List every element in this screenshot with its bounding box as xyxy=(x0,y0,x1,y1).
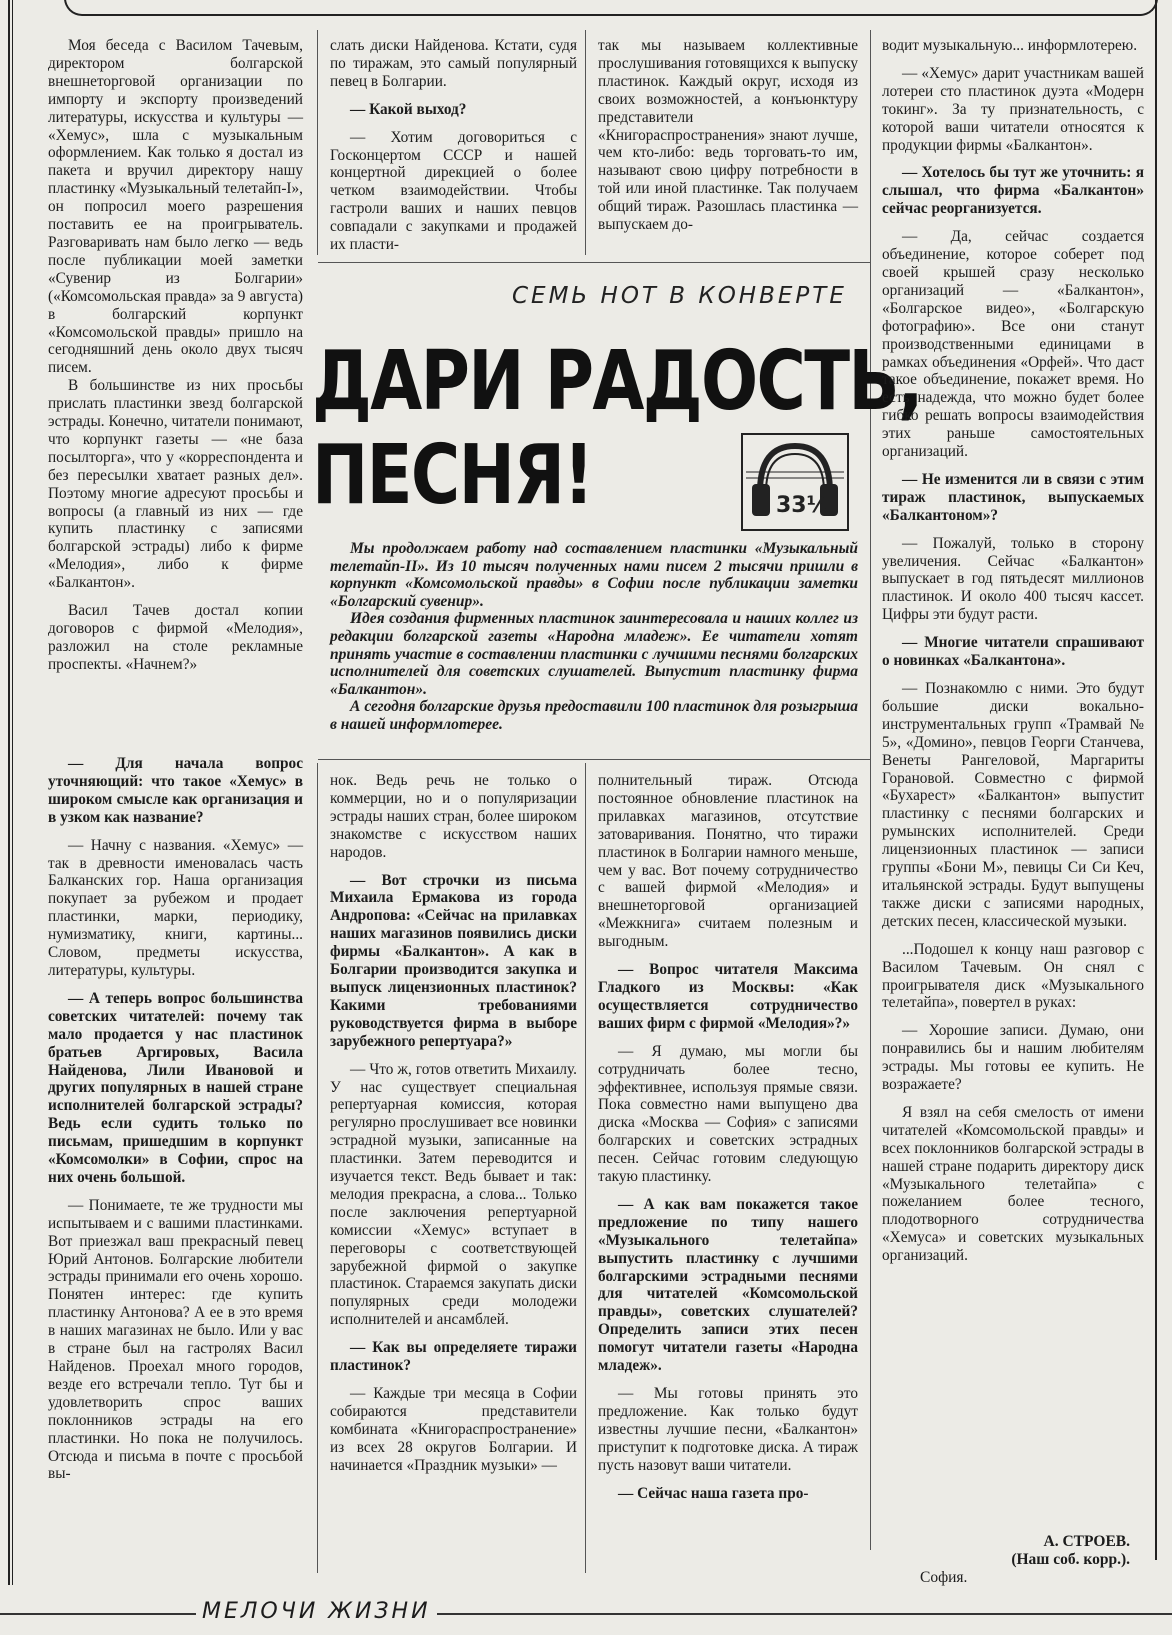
question: — Как вы определяете тиражи пластинок? xyxy=(330,1339,577,1375)
question: — Хотелось бы тут же уточнить: я слышал, что фирма «Балкантон» сейчас реорганизуется. xyxy=(882,164,1144,218)
paragraph: Васил Тачев достал копии договоров с фирмой «Мелодия», разложил на столе рекламные проспекты. «Начнем?» xyxy=(48,602,303,673)
paragraph: слать диски Найденова. Кстати, судя по тиражам, это самый популярный певец в Болгарии. xyxy=(330,37,577,90)
paragraph: — Познакомлю с ними. Это будут большие диски вокально-инструментальных групп «Трамвай № 5», «Домино», певцов Георги Станчева, Венеты Рангеловой, Маргариты Горановой. Совместно с фирмой «Бухарест» «Балкантон» выпустит пластинку с песнями болгарских и румынских исполнителей. Среди лицензионных пластинок — записи группы «Бони М», певицы Си Си Кеч, итальянской эстрады. Будут выпущены также диски с записями народных, детских песен, классической музыки. xyxy=(882,680,1144,930)
headphones-record-emblem xyxy=(740,432,850,537)
left-border-inner xyxy=(12,0,13,1585)
question: — Вопрос читателя Максима Гладкого из Москвы: «Как осуществляется сотрудничество ваших фирм с фирмой «Мелодия»?» xyxy=(598,961,858,1032)
paragraph: Моя беседа с Василом Тачевым, директором болгарской внешнеторговой организации по импорту и экспорту произведений литературы, искусства и культуры — «Хемус», шла с музыкальным оформлением. Как только я достал из пакета и вручил директору нашу пластинку «Музыкальный телетайп-I», он попросил моего разрешения поставить ее на проигрыватель. Разговаривать нам было легко — ведь после публикации моей заметки «Сувенир из Болгарии» («Комсомольская правда» за 9 августа) в болгарский корпункт «Комсомольской правды» пришло на сегодняшний день около двух тысяч писем. xyxy=(48,37,303,377)
column-4 xyxy=(882,37,1144,1265)
section-rule xyxy=(318,262,870,263)
paragraph: — Что ж, готов ответить Михаилу. У нас существует специальная репертуарная комиссия, которая регулярно прослушивает все новинки эстрадной музыки, записанные на пластинки. Затем переводится и изучается текст. Ведь бывает и так: мелодия прекрасна, а слова... Только после заключения репертуарной комиссии «Хемус» вступает в переговоры с соответствующей зарубежной фирмой о закупке пластинок. Стараемся закупать диски популярных среди молодежи исполнителей и ансамблей. xyxy=(330,1060,577,1329)
lead-paragraph: Идея создания фирменных пластинок заинтересовала и наших коллег из редакции болгарской газеты «Народна младеж». Ее читатели хотят принять участие в составлении пластинки с лучшими песнями болгарских исполнителей для советских слушателей. Выпустит пластинку фирма «Балкантон». xyxy=(330,610,858,698)
right-border xyxy=(1155,0,1157,1560)
section-rule xyxy=(318,759,870,760)
paragraph: — Мы готовы принять это предложение. Как только будут известны лучшие песни, «Балкантон» приступит к подготовке диска. А тираж пусть назовут ваши читатели. xyxy=(598,1385,858,1474)
question: — А как вам покажется такое предложение по типу нашего «Музыкального телетайпа» выпустить пластинку с лучшими болгарскими эстрадными песнями для читателей «Комсомольской правды», советских слушателей? Определить записи этих песен помогут читатели газеты «Народна младеж». xyxy=(598,1195,858,1375)
paragraph: водит музыкальную... информлотерею. xyxy=(882,37,1138,54)
lead-paragraph: А сегодня болгарские друзья предоставили 100 пластинок для розыгрыша в нашей информлотерее. xyxy=(330,698,858,733)
column-3-bottom xyxy=(598,772,858,1502)
column-rule xyxy=(317,763,318,1573)
paragraph: — Начну с названия. «Хемус» — так в древности именовалась часть Балканских гор. Наша организация покупает за рубежом и продает пластинки, марки, периодику, нумизматику, книги, картины... Словом, предметы искусства, литературы, культуры. xyxy=(48,836,303,979)
column-rule xyxy=(870,30,871,1550)
author-role: (Наш соб. корр.). xyxy=(1011,1551,1130,1568)
author-name: А. СТРОЕВ. xyxy=(1043,1533,1130,1550)
footer-title: МЕЛОЧИ ЖИЗНИ xyxy=(196,1599,437,1624)
left-border xyxy=(8,0,10,1585)
question: — А теперь вопрос большинства советских читателей: почему так мало продается у нас пластинок братьев Аргировых, Васила Найденова, Лили Ивановой и других популярных в нашей стране исполнителей болгарской эстрады? Ведь если судить только по письмам, пришедшим в корпункт «Комсомолки» в Софии, спрос на них очень большой. xyxy=(48,989,303,1186)
footer-rule xyxy=(0,1613,1172,1615)
next-section-header xyxy=(0,1590,1172,1635)
paragraph: — Хорошие записи. Думаю, они понравились бы и нашим любителям эстрады. Мы готовы ее купить. Не возражаете? xyxy=(882,1022,1144,1094)
paragraph: — Пожалуй, только в сторону увеличения. Сейчас «Балкантон» выпускает в год пятьдесят миллионов пластинок. И около 400 тысяч кассет. Цифры эти будут расти. xyxy=(882,534,1144,624)
column-rule xyxy=(317,30,318,255)
question: — Вот строчки из письма Михаила Ермакова из города Андропова: «Сейчас на прилавках наших магазинов появились диски фирмы «Балкантон». А как в Болгарии производится закупка и выпуск лицензионных пластинок? Какими требованиями руководствуется фирма в выборе зарубежного репертуара?» xyxy=(330,871,577,1050)
question: — Сейчас наша газета про- xyxy=(618,1484,809,1502)
paragraph: — «Хемус» дарит участникам вашей лотереи сто пластинок дуэта «Модерн токинг». За ту признательность, с которой ваши читатели относятся к продукции фирмы «Балкантон». xyxy=(882,64,1144,154)
paragraph: полнительный тираж. Отсюда постоянное обновление пластинок на прилавках магазинов, отсутствие затоваривания. Понятно, что тиражи пластинок в Болгарии намного меньше, чем у вас. Вот почему сотрудничество с вашей фирмой «Мелодия» и внешнеторговой организацией «Межкнига» считаем полезным и выгодным. xyxy=(598,772,858,951)
paragraph: — Каждые три месяца в Софии собираются представители комбината «Книгораспространение» из всех 28 округов Болгарии. И начинается «Праздник музыки» — xyxy=(330,1385,577,1474)
column-3-top xyxy=(598,37,858,234)
column-1-bottom xyxy=(48,755,303,1483)
paragraph: Я взял на себя смелость от имени читателей «Комсомольской правды» и всех поклонников болгарской эстрады в нашей стране подарить директору диск «Музыкального телетайпа» с пожеланием более тесного, плодотворного сотрудничества «Хемуса» и советских музыкальных организаций. xyxy=(882,1103,1144,1265)
question: — Не изменится ли в связи с этим тираж пластинок, выпускаемых «Балкантоном»? xyxy=(882,470,1144,524)
rubric: СЕМЬ НОТ В КОНВЕРТЕ xyxy=(512,283,847,309)
paragraph: В большинстве из них просьбы прислать пластинки звезд болгарской эстрады. Конечно, читатели понимают, что корпункт газеты — «не база посылторга», что у «корреспондента и без пересылки хватает разных дел». Поэтому многие адресуют просьбы и вопросы (а главный из них — где купить пластинку с записями болгарской эстрады) либо к фирме «Мелодия», либо к фирме «Балкантон». xyxy=(48,377,303,592)
question: — Какой выход? xyxy=(350,100,467,118)
paragraph: — Да, сейчас создается объединение, которое соберет под своей крышей сразу несколько организаций — «Балкантон», «Болгарское видео», «Болгарскую фотографию». Все они станут производственными единицами в рамках объединения «Орфей». Что даст такое объединение, покажет время. Но есть надежда, что можно будет более гибко решать вопросы взаимодействия этих раньше самостоятельных организаций. xyxy=(882,228,1144,461)
headphones-icon xyxy=(740,432,850,532)
paragraph: так мы называем коллективные прослушивания готовящихся к выпуску пластинок. Каждый округ, исходя из своих возможностей, а конъюнктуру представители «Книгораспространения» знают лучше, чем кто-либо: ведь торговать-то им, называют свою цифру потребности в той или иной пластинке. Так получаем общий тираж. Разошлась пластинка — выпускаем до- xyxy=(598,37,858,234)
lead-paragraph: Мы продолжаем работу над составлением пластинки «Музыкальный телетайп-II». Из 10 тысяч полученных нами писем 2 тысячи пришли в корпункт «Комсомольской правды» в Софии после публикации заметки «Болгарский сувенир». xyxy=(330,540,858,610)
question: — Для начала вопрос уточняющий: что такое «Хемус» в широком смысле как организация и в узком как название? xyxy=(48,755,303,826)
lead-text xyxy=(330,540,858,734)
paragraph: — Я думаю, мы могли бы сотрудничать более тесно, эффективнее, используя прямые связи. Пока совместно нами выпущено два диска «Москва — София» с записями болгарских и советских эстрадных песен. Сейчас готовим следующую такую пластинку. xyxy=(598,1042,858,1186)
speed-label: 33⅓ xyxy=(776,493,830,518)
column-1-top xyxy=(48,37,303,674)
paragraph: — Понимаете, те же трудности мы испытываем и с вашими пластинками. Вот приезжал ваш прекрасный певец Юрий Антонов. Болгарские любители эстрады принимали его очень хорошо. Понятен интерес: где купить пластинку Антонова? А ее в это время в наших магазинах не было. Или у вас в стране был на гастролях Васил Найденов. Проехал много городов, везде его встречали тепло. Тут бы и удовлетворить спрос ваших поклонников эстрады на его пластинки. Но пока не получилось. Отсюда и письма в почте с просьбой вы- xyxy=(48,1196,303,1483)
column-2-bottom xyxy=(330,772,577,1475)
headline-line-1: ДАРИ РАДОСТЬ, xyxy=(312,334,922,429)
signature xyxy=(880,1533,1130,1587)
column-2-top xyxy=(330,37,577,254)
top-frame xyxy=(64,0,1158,16)
paragraph: — Хотим договориться с Госконцертом СССР и нашей концертной дирекцией о более четком взаимодействии. Чтобы гастроли ваших и наших певцов совпадали с закупками и продажей их пласти- xyxy=(330,128,577,254)
dateline: София. xyxy=(920,1569,968,1586)
paragraph: ...Подошел к концу наш разговор с Василом Тачевым. Он снял с проигрывателя диск «Музыкального телетайпа», повертел в руках: xyxy=(882,940,1144,1012)
column-rule xyxy=(585,30,586,255)
column-rule xyxy=(585,763,586,1573)
headline-line-2: ПЕСНЯ! xyxy=(312,428,593,523)
question: — Многие читатели спрашивают о новинках «Балкантона». xyxy=(882,634,1144,670)
paragraph: нок. Ведь речь не только о коммерции, но и о популяризации эстрады наших стран, более широком знакомстве с искусством наших народов. xyxy=(330,772,577,861)
